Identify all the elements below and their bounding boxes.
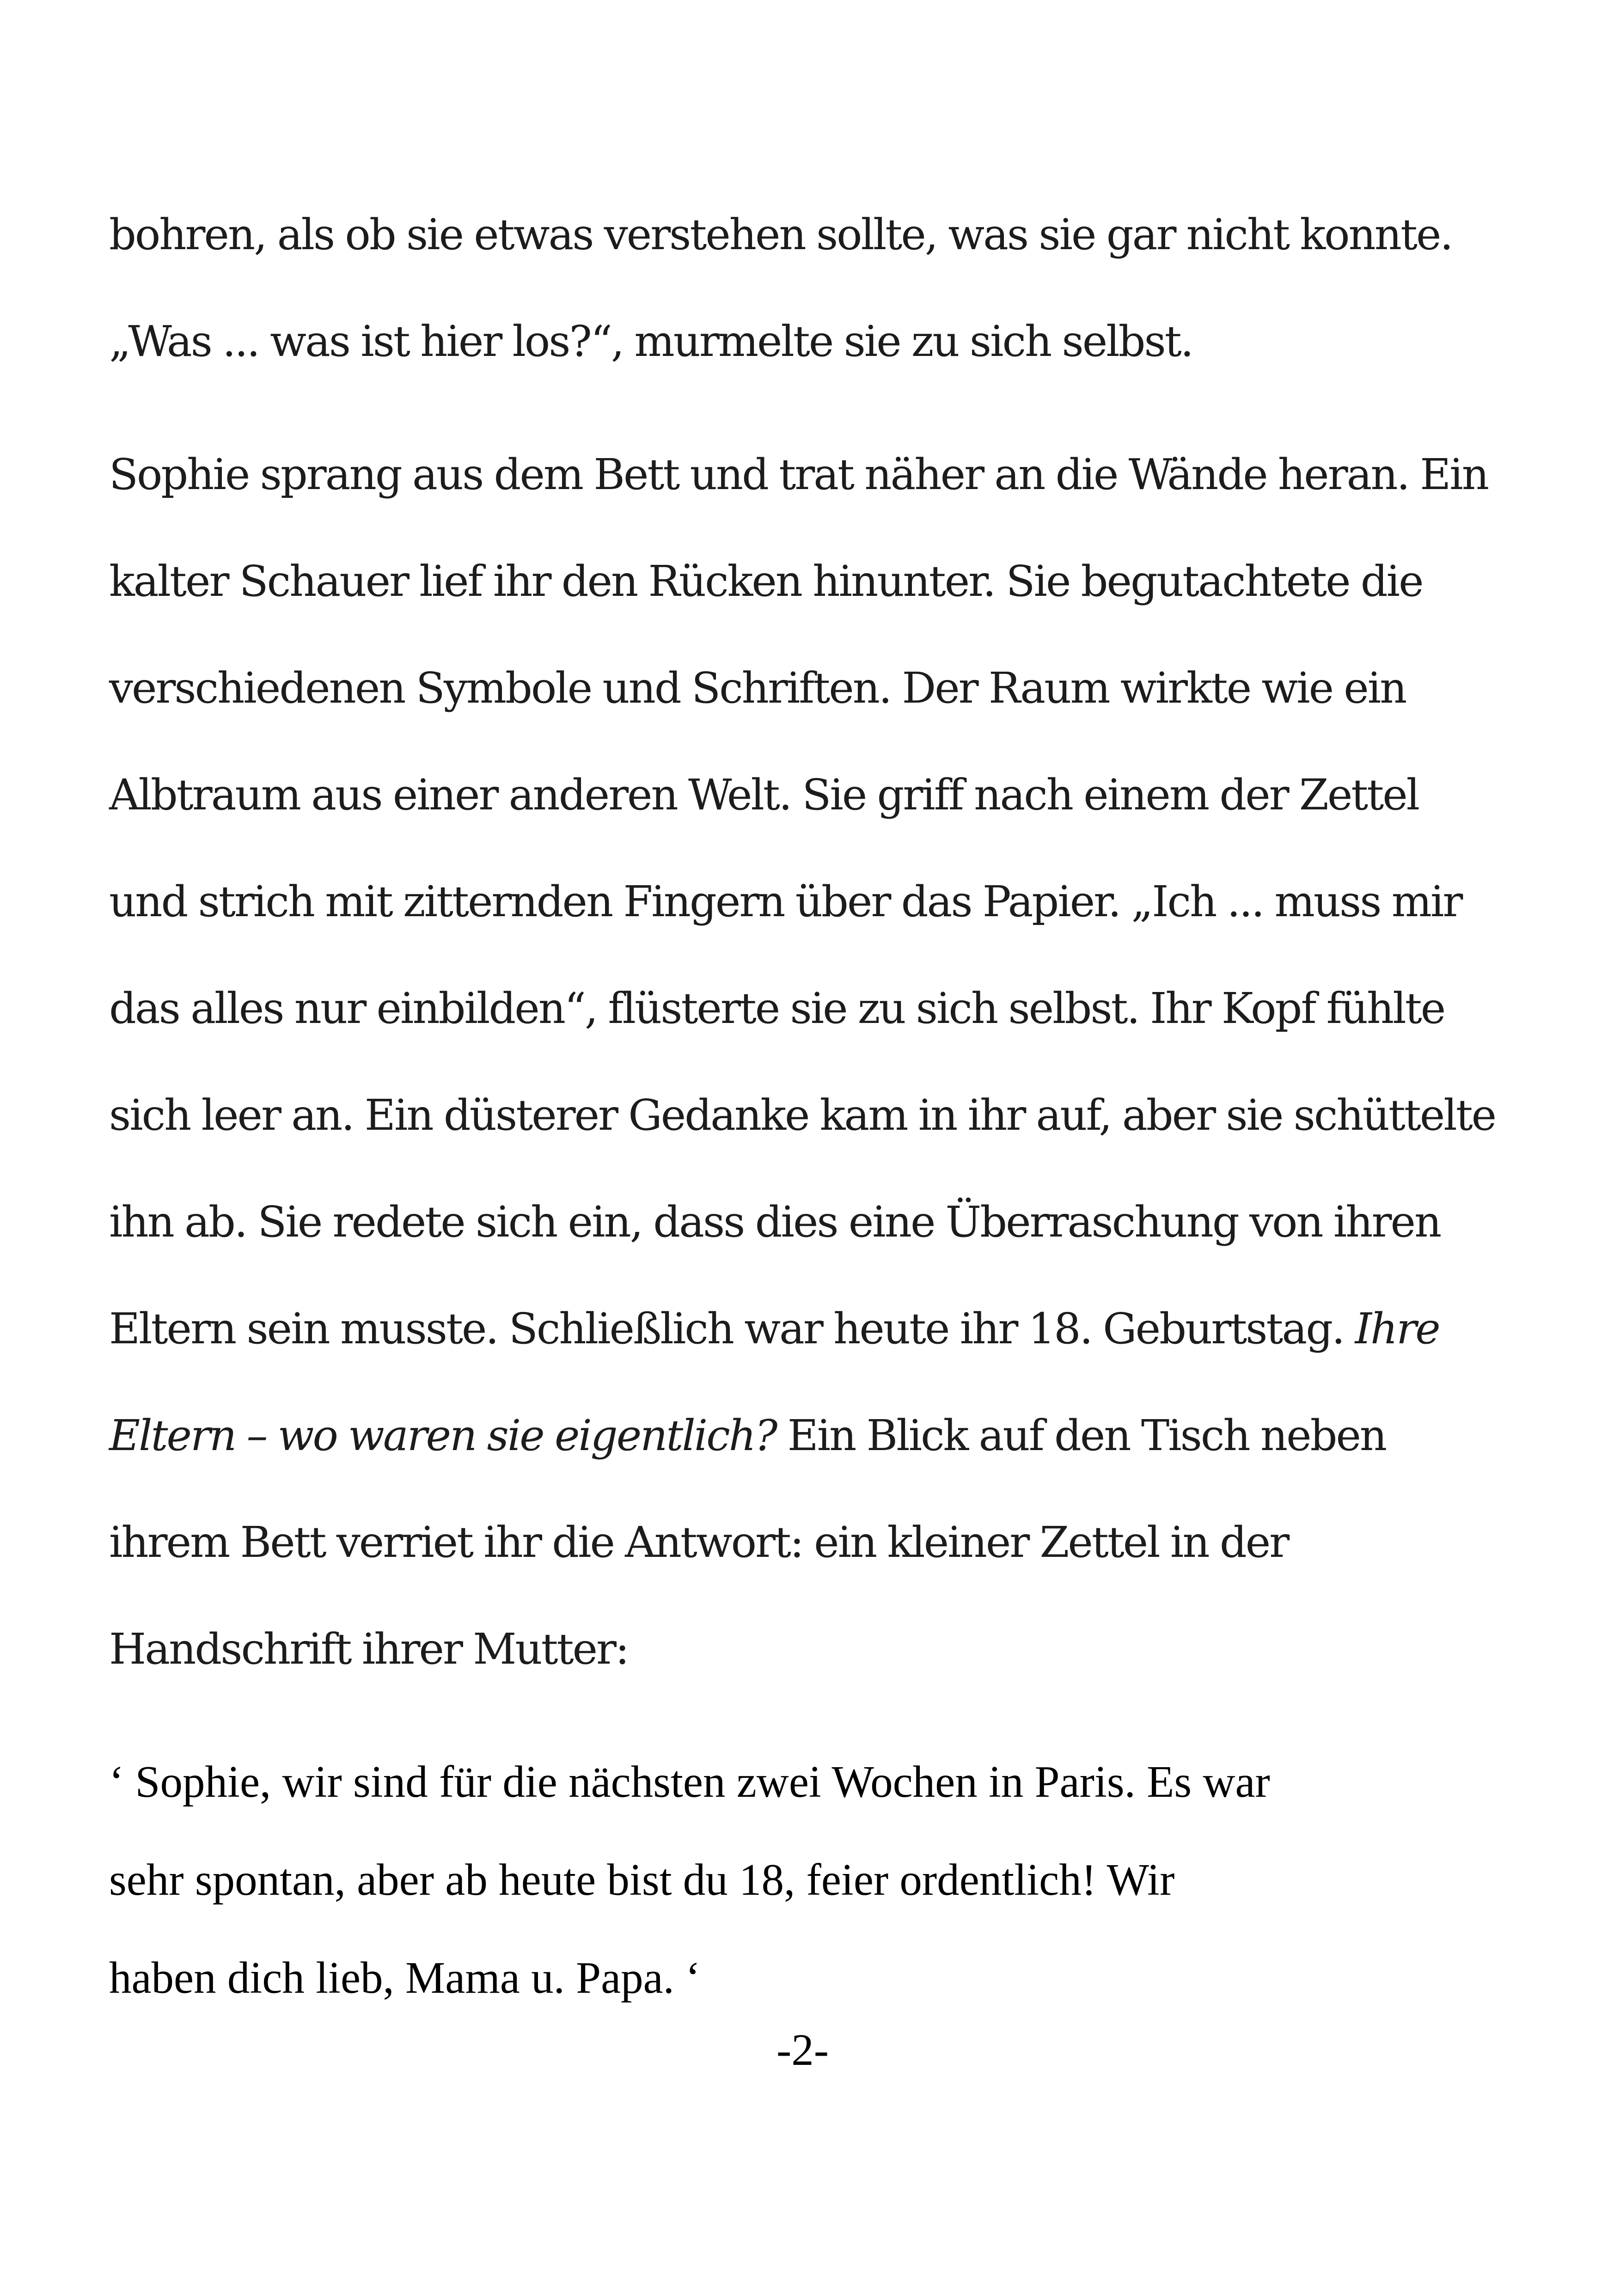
body-text-line: das alles nur einbilden“, flüsterte sie zu sich selbst. Ihr Kopf fühlte	[109, 984, 1445, 1033]
body-text-segment: Eltern sein musste. Schließlich war heute ihr 18. Geburtstag.	[109, 1304, 1344, 1353]
body-text-line: Handschrift ihrer Mutter:	[109, 1624, 629, 1674]
body-text-segment: Ein Blick auf den Tisch neben	[776, 1411, 1386, 1460]
body-text-line: sich leer an. Ein düsterer Gedanke kam in ihr auf, aber sie schüttelte	[109, 1090, 1496, 1140]
body-text-line: kalter Schauer lief ihr den Rücken hinunter. Sie begutachtete die	[109, 557, 1423, 606]
body-text-line: verschiedenen Symbole und Schriften. Der Raum wirkte wie ein	[109, 663, 1406, 713]
body-text-line: und strich mit zitternden Fingern über das Papier. „Ich ... muss mir	[109, 877, 1462, 926]
body-text-line: bohren, als ob sie etwas verstehen sollte, was sie gar nicht konnte.	[109, 210, 1452, 259]
note-text-line: ‘ Sophie, wir sind für die nächsten zwei Wochen in Paris. Es war	[109, 1757, 1270, 1806]
body-text-line: ihrem Bett verriet ihr die Antwort: ein kleiner Zettel in der	[109, 1518, 1289, 1567]
italic-text-segment: Eltern – wo waren sie eigentlich?	[109, 1411, 776, 1460]
note-text-line: sehr spontan, aber ab heute bist du 18, feier ordentlich! Wir	[109, 1855, 1175, 1904]
note-text-line: haben dich lieb, Mama u. Papa. ‘	[109, 1953, 701, 2002]
body-text-line: „Was ... was ist hier los?“, murmelte sie zu sich selbst.	[109, 317, 1192, 366]
body-text-line	[109, 1304, 1439, 1353]
body-text-line: ihn ab. Sie redete sich ein, dass dies eine Überraschung von ihren	[109, 1197, 1441, 1247]
page-number: -2-	[776, 2025, 829, 2075]
italic-text-segment: Ihre	[1355, 1304, 1439, 1353]
body-text-line	[109, 1411, 1386, 1460]
body-text-line: Sophie sprang aus dem Bett und trat näher an die Wände heran. Ein	[109, 450, 1488, 499]
body-text-line: Albtraum aus einer anderen Welt. Sie griff nach einem der Zettel	[109, 770, 1419, 820]
